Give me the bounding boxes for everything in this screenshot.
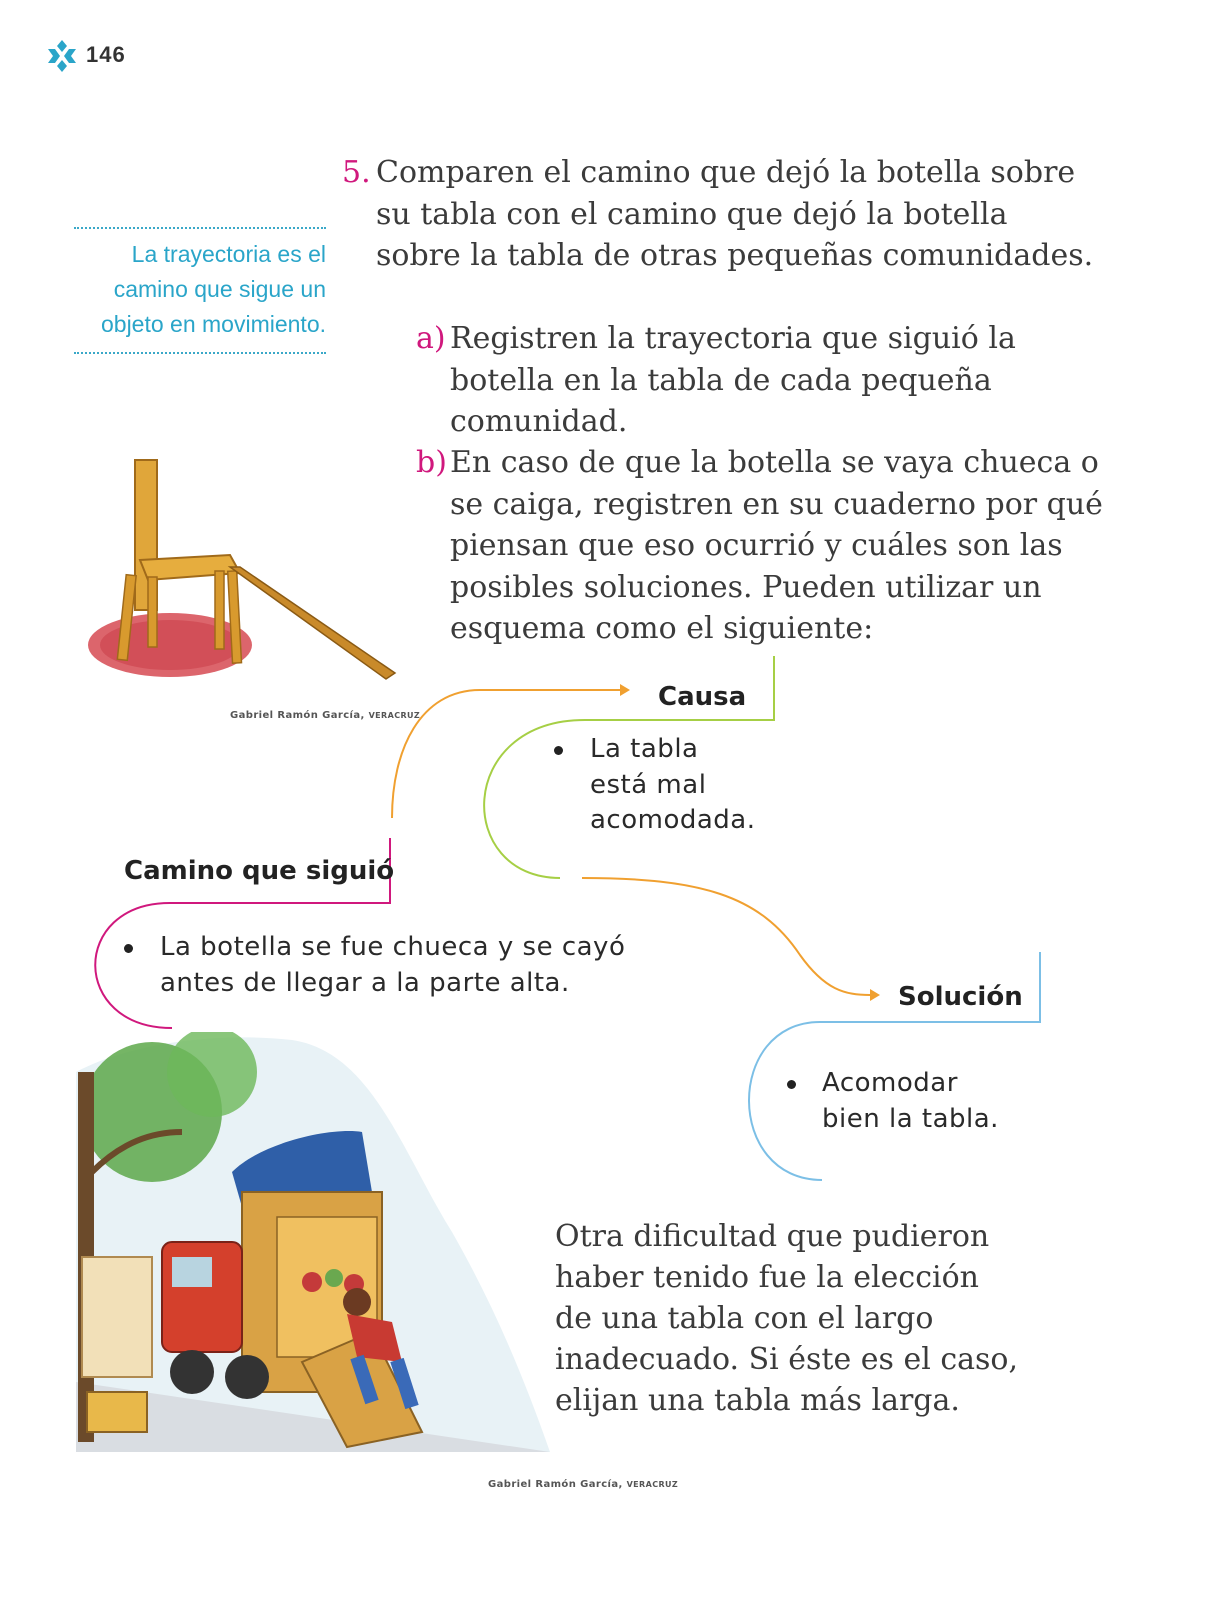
causa-line: La tabla bbox=[590, 734, 699, 764]
solucion-line: Acomodar bbox=[822, 1068, 958, 1098]
subitem-a-marker: a) bbox=[416, 321, 446, 356]
item-number: 5. bbox=[342, 155, 371, 190]
bullet-icon bbox=[787, 1080, 796, 1089]
causa-line: está mal bbox=[590, 769, 707, 800]
camino-line: antes de llegar a la parte alta. bbox=[160, 967, 570, 998]
bullet-icon bbox=[554, 746, 563, 755]
subitem-b-text: En caso de que la botella se vaya chueca o se caiga, registren en su cuaderno por qué piensan que eso ocurrió y cuáles son las posibles soluciones. Pueden utilizar un esquema como el siguiente: bbox=[450, 445, 1103, 646]
solucion-title: Solución bbox=[898, 982, 1023, 1012]
illustration-credit: Gabriel Ramón García, VERACRUZ bbox=[230, 710, 421, 721]
causa-line: acomodada. bbox=[590, 805, 756, 835]
causa-title: Causa bbox=[658, 682, 747, 712]
camino-title: Camino que siguió bbox=[124, 856, 395, 886]
truck-unloading-illustration bbox=[72, 1032, 554, 1472]
page-number: 146 bbox=[86, 42, 126, 67]
illustration-credit: Gabriel Ramón García, VERACRUZ bbox=[488, 1479, 679, 1490]
sidenote-line: objeto en movimiento. bbox=[100, 311, 326, 337]
subitem-b-marker: b) bbox=[416, 445, 447, 480]
item-5-text: Comparen el camino que dejó la botella sobre su tabla con el camino que dejó la botella sobre la tabla de otras pequeñas comunidades. bbox=[376, 155, 1094, 273]
causa-text bbox=[590, 732, 810, 839]
solucion-line: bien la tabla. bbox=[822, 1103, 999, 1134]
camino-line: La botella se fue chueca y se cayó bbox=[160, 932, 626, 962]
sidenote-line: La trayectoria es el bbox=[131, 241, 326, 267]
closing-paragraph: Otra dificultad que pudieron haber tenido fue la elección de una tabla con el largo inadecuado. Si éste es el caso, elijan una tabla más larga. bbox=[555, 1219, 1019, 1418]
subitem-a-text: Registren la trayectoria que siguió la botella en la tabla de cada pequeña comunidad. bbox=[450, 321, 1016, 439]
sidenote-line: camino que sigue un bbox=[113, 276, 326, 302]
solucion-text bbox=[822, 1066, 1042, 1137]
bullet-icon bbox=[124, 944, 133, 953]
camino-text bbox=[160, 930, 680, 1001]
